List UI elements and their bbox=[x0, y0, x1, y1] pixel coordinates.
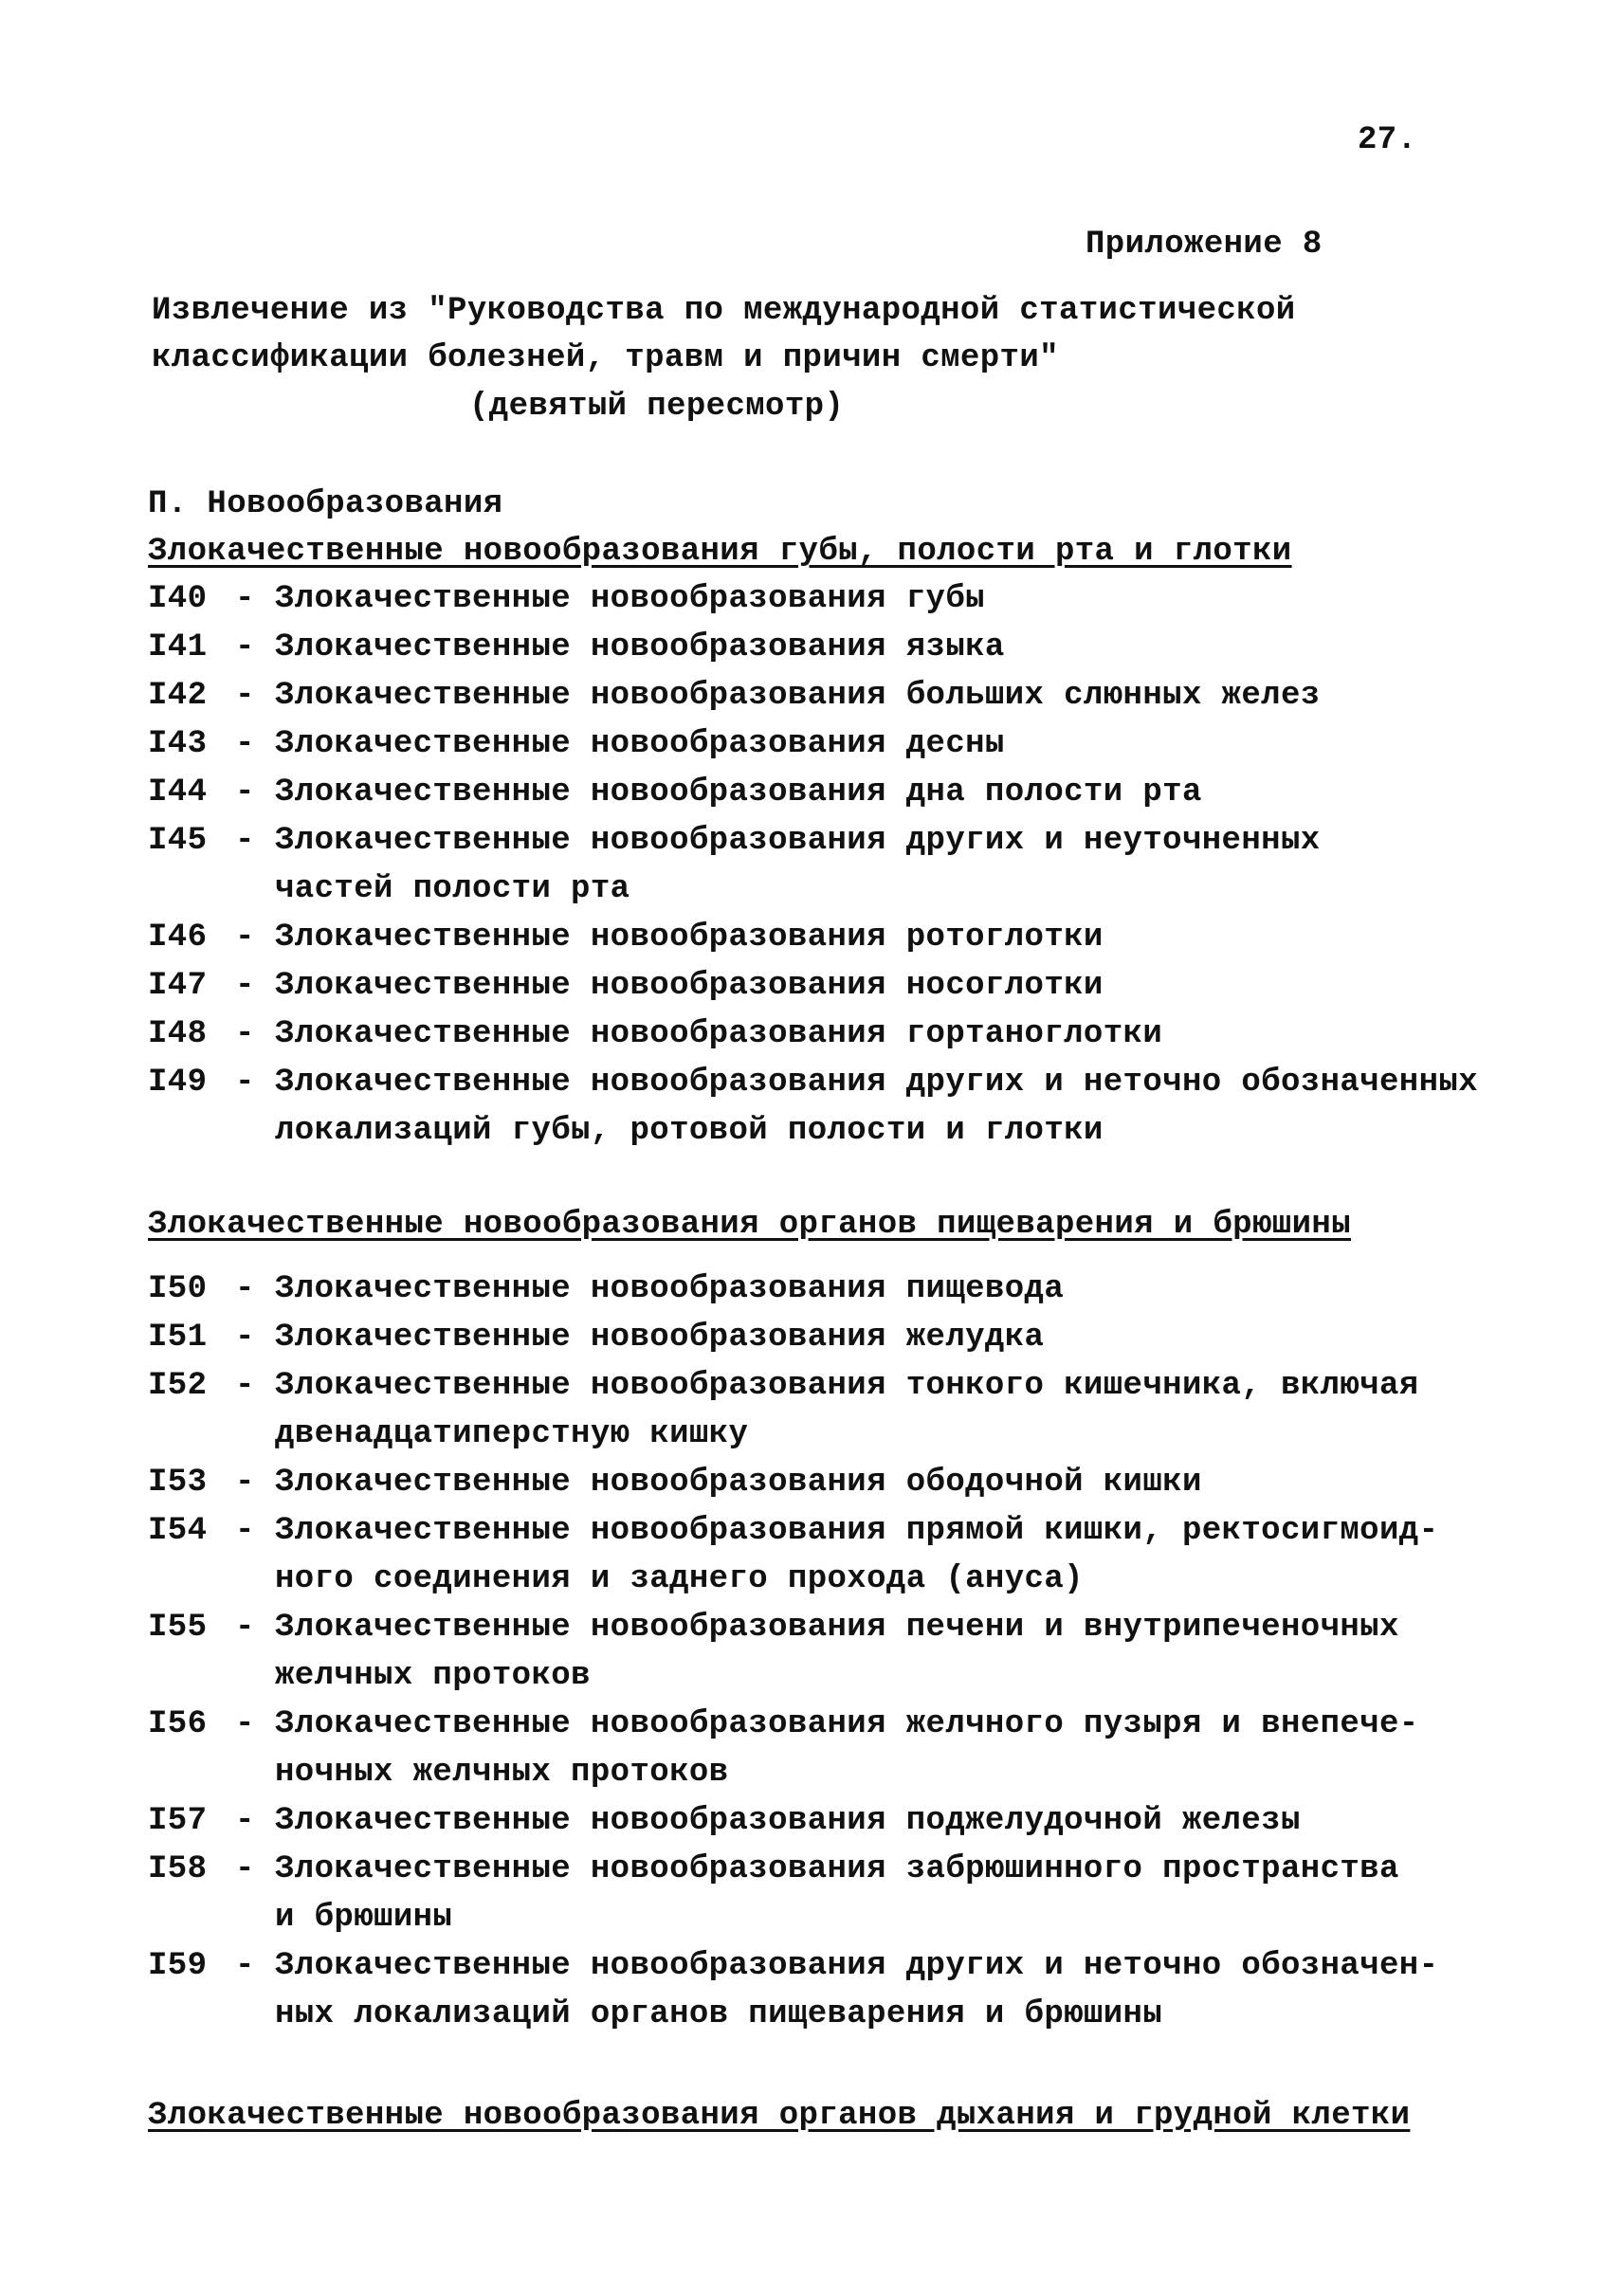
item-text: Злокачественные новообразования желчного пузыря и внепече- bbox=[275, 1706, 1419, 1742]
item-dash: - bbox=[235, 1948, 255, 1984]
item-dash: - bbox=[235, 1706, 255, 1742]
item-text: Злокачественные новообразования печени и внутрипеченочных bbox=[275, 1610, 1399, 1646]
item-dash: - bbox=[235, 1271, 255, 1307]
item-code: I51 bbox=[148, 1320, 208, 1356]
item-code: I49 bbox=[148, 1065, 208, 1101]
group-heading: Злокачественные новообразования губы, полости рта и глотки bbox=[148, 534, 1292, 570]
item-text: Злокачественные новообразования гортаноглотки bbox=[275, 1016, 1163, 1052]
item-text: Злокачественные новообразования других и неточно обозначен- bbox=[275, 1948, 1439, 1984]
item-text: Злокачественные новообразования других и неуточненных bbox=[275, 823, 1321, 859]
item-code: I59 bbox=[148, 1948, 208, 1984]
item-dash: - bbox=[235, 968, 255, 1004]
item-text: ных локализаций органов пищеварения и брюшины bbox=[275, 1996, 1163, 2032]
item-text: Злокачественные новообразования прямой кишки, ректосигмоид- bbox=[275, 1513, 1439, 1549]
item-text: Злокачественные новообразования десны bbox=[275, 726, 1005, 762]
item-text: Злокачественные новообразования больших слюнных желез bbox=[275, 678, 1321, 714]
item-text: Злокачественные новообразования ротоглотки bbox=[275, 920, 1104, 956]
group-heading: Злокачественные новообразования органов дыхания и грудной клетки bbox=[148, 2098, 1411, 2134]
item-code: I56 bbox=[148, 1706, 208, 1742]
item-code: I44 bbox=[148, 774, 208, 811]
item-text: Злокачественные новообразования желудка bbox=[275, 1320, 1045, 1356]
group-heading: Злокачественные новообразования органов пищеварения и брюшины bbox=[148, 1207, 1352, 1243]
item-dash: - bbox=[235, 1320, 255, 1356]
item-dash: - bbox=[235, 1368, 255, 1404]
item-text: Злокачественные новообразования пищевода bbox=[275, 1271, 1065, 1307]
item-dash: - bbox=[235, 920, 255, 956]
title-line-1: Извлечение из "Руководства по международной статистической bbox=[152, 293, 1296, 329]
item-dash: - bbox=[235, 1465, 255, 1501]
item-code: I45 bbox=[148, 823, 208, 859]
item-dash: - bbox=[235, 1803, 255, 1839]
item-dash: - bbox=[235, 629, 255, 665]
item-text: Злокачественные новообразования губы bbox=[275, 581, 985, 617]
item-dash: - bbox=[235, 726, 255, 762]
item-code: I43 bbox=[148, 726, 208, 762]
section-title: П. Новообразования bbox=[148, 486, 503, 522]
item-text: Злокачественные новообразования языка bbox=[275, 629, 1005, 665]
title-line-2: классификации болезней, травм и причин смерти" bbox=[152, 340, 1059, 376]
item-text: и брюшины bbox=[275, 1900, 453, 1936]
item-dash: - bbox=[235, 774, 255, 811]
item-text: Злокачественные новообразования других и неточно обозначенных bbox=[275, 1065, 1479, 1101]
title-line-3: (девятый пересмотр) bbox=[469, 389, 845, 425]
item-code: I47 bbox=[148, 968, 208, 1004]
item-code: I42 bbox=[148, 678, 208, 714]
item-code: I54 bbox=[148, 1513, 208, 1549]
item-dash: - bbox=[235, 1065, 255, 1101]
item-text: Злокачественные новообразования ободочной кишки bbox=[275, 1465, 1202, 1501]
item-code: I57 bbox=[148, 1803, 208, 1839]
item-code: I53 bbox=[148, 1465, 208, 1501]
item-text: локализаций губы, ротовой полости и глотки bbox=[275, 1113, 1104, 1149]
item-code: I48 bbox=[148, 1016, 208, 1052]
item-dash: - bbox=[235, 678, 255, 714]
item-dash: - bbox=[235, 823, 255, 859]
item-code: I52 bbox=[148, 1368, 208, 1404]
item-text: желчных протоков bbox=[275, 1658, 591, 1694]
item-text: частей полости рта bbox=[275, 871, 630, 907]
item-text: Злокачественные новообразования дна полости рта bbox=[275, 774, 1202, 811]
item-text: ного соединения и заднего прохода (ануса) bbox=[275, 1561, 1084, 1597]
item-code: I50 bbox=[148, 1271, 208, 1307]
item-code: I46 bbox=[148, 920, 208, 956]
item-text: двенадцатиперстную кишку bbox=[275, 1416, 749, 1452]
item-text: Злокачественные новообразования забрюшинного пространства bbox=[275, 1851, 1399, 1887]
item-code: I40 bbox=[148, 581, 208, 617]
item-code: I58 bbox=[148, 1851, 208, 1887]
page-number: 27. bbox=[1358, 122, 1417, 158]
item-code: I41 bbox=[148, 629, 208, 665]
item-dash: - bbox=[235, 1513, 255, 1549]
item-text: Злокачественные новообразования поджелудочной железы bbox=[275, 1803, 1301, 1839]
item-dash: - bbox=[235, 1016, 255, 1052]
item-text: Злокачественные новообразования тонкого кишечника, включая bbox=[275, 1368, 1419, 1404]
item-text: ночных желчных протоков bbox=[275, 1755, 729, 1791]
item-code: I55 bbox=[148, 1610, 208, 1646]
appendix-label: Приложение 8 bbox=[1086, 227, 1323, 263]
item-dash: - bbox=[235, 1851, 255, 1887]
item-dash: - bbox=[235, 1610, 255, 1646]
item-text: Злокачественные новообразования носоглотки bbox=[275, 968, 1104, 1004]
item-dash: - bbox=[235, 581, 255, 617]
